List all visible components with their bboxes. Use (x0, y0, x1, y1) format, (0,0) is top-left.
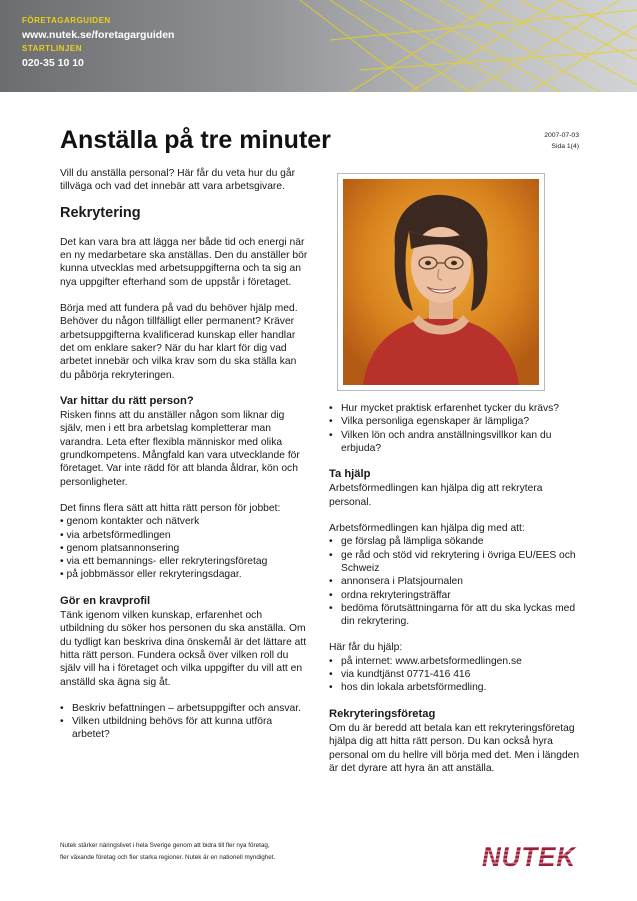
help-heading: Ta hjälp (329, 468, 371, 481)
find-help-intro: Här får du hjälp: (329, 642, 403, 654)
header-contact (22, 14, 174, 70)
header-banner (0, 0, 637, 92)
profile-bullets-right (329, 402, 584, 455)
find-help-list (329, 655, 584, 695)
footer-text (60, 840, 350, 864)
list-item: • Hur mycket praktisk erfarenhet tycker du krävs? (329, 402, 584, 415)
recruitment-paragraph-1: Det kan vara bra att lägga ner både tid och energi när en ny medarbetare ska anställas. Den du anställer bör kunna utvecklas med arbetsuppgifterna och ta sig an nya uppgifter efterhand som de uppstår i företaget. (60, 236, 308, 288)
list-item: • på jobbmässor eller rekryteringsdagar. (60, 569, 242, 581)
profile-heading: Gör en kravprofil (60, 594, 151, 607)
logo-wordmark: NUTEK (482, 841, 577, 872)
list-item: • annonsera i Platsjournalen (329, 575, 584, 588)
page-number: Sida 1(4) (551, 143, 579, 150)
list-item: • Beskriv befattningen – arbetsuppgifter och ansvar. (60, 702, 308, 715)
find-person-paragraph: Risken finns att du anställer någon som liknar dig själv, men i ett bra arbetslag kompletterar man varandra. Leta efter flexibla människor med olika grundkompetens. Mångfald kan vara utvecklande för företaget. Var inte rädd för att blanda åldrar, kön och personligheter. (60, 410, 300, 488)
list-item: • ge förslag på lämpliga sökande (329, 535, 584, 548)
list-item: • hos din lokala arbetsförmedling. (329, 681, 584, 694)
list-item: • genom kontakter och nätverk (60, 516, 200, 528)
portrait-image (337, 173, 545, 391)
list-item: • genom platsannonsering (60, 542, 180, 554)
list-item: • via arbetsförmedlingen (60, 529, 171, 541)
footer-line-2: fler växande företag och fler starka regioner. Nutek är en nationell myndighet. (60, 854, 276, 861)
recruitment-paragraph-2: Börja med att fundera på vad du behöver hjälp med. Behöver du någon tillfälligt eller permanent? Kräver arbetsuppgifterna kvalificerad kunskap eller handlar det om enklare saker? När du har klart för dig vad arbetet innebär och vilka krav som du ska ställa kan du påbörja rekryteringen. (60, 303, 298, 381)
list-item: • Vilken lön och andra anställningsvillkor kan du erbjuda? (329, 429, 584, 456)
nutek-logo (480, 840, 578, 872)
list-item: • ge råd och stöd vid rekrytering i övriga EU/EES och Schweiz (329, 549, 584, 576)
left-column (60, 167, 308, 755)
agencies-paragraph: Om du är beredd att betala kan ett rekryteringsföretag hjälpa dig att hitta rätt person. Du kan också hyra personal om du hellre vill börja med det. Men i längden är det dyrare att hyra än att anställa. (329, 722, 580, 774)
agencies-heading: Rekryteringsföretag (329, 707, 436, 720)
find-person-heading: Var hittar du rätt person? (60, 394, 194, 407)
phone-number: 020-35 10 10 (22, 57, 84, 69)
recruitment-heading: Rekrytering (60, 204, 141, 221)
help-list-intro: Arbetsförmedlingen kan hjälpa dig med att: (329, 523, 525, 535)
page-title: Anställa på tre minuter (60, 126, 331, 154)
profile-paragraph: Tänk igenom vilken kunskap, erfarenhet och utbildning du söker hos personen du ska anställa. Om du tydligt kan beskriva dina önskemål är det lättare att hitta rätt person. Fundera också över vilken roll du själv vill ha i företaget och vilka uppgifter du vill att en anställd ska ägna sig åt. (60, 610, 307, 688)
website-link[interactable]: • på internet: www.arbetsformedlingen.se (329, 655, 584, 668)
startline-label: STARTLINJEN (22, 44, 83, 53)
footer-line-1: Nutek stärker näringslivet i hela Sverige genom att bidra till fler nya företag, (60, 842, 270, 849)
list-item: • ordna rekryteringsträffar (329, 589, 584, 602)
list-item: • bedöma förutsättningarna för att du ska lyckas med din rekrytering. (329, 602, 584, 629)
document-date: 2007-07-03 (544, 132, 579, 139)
document-meta (544, 130, 579, 152)
list-item: • via kundtjänst 0771-416 416 (329, 668, 584, 681)
help-list (329, 535, 584, 628)
list-item: • Vilka personliga egenskaper är lämpliga? (329, 415, 584, 428)
ways-list (60, 515, 308, 581)
help-paragraph: Arbetsförmedlingen kan hjälpa dig att rekrytera personal. (329, 483, 543, 508)
guide-url-link[interactable]: www.nutek.se/foretagarguiden (22, 29, 175, 41)
list-item: • via ett bemannings- eller rekryteringsföretag (60, 556, 268, 568)
list-item: • Vilken utbildning behövs för att kunna utföra arbetet? (60, 715, 308, 742)
right-column (329, 402, 584, 788)
nutek-logo-icon (480, 840, 578, 872)
woman-portrait-illustration (343, 179, 539, 385)
profile-bullets-left (60, 702, 308, 742)
guide-label: FÖRETAGARGUIDEN (22, 16, 111, 25)
intro-paragraph: Vill du anställa personal? Här får du veta hur du går tillväga och vad det innebär att vara arbetsgivare. (60, 168, 296, 193)
ways-intro: Det finns flera sätt att hitta rätt person för jobbet: (60, 502, 281, 514)
